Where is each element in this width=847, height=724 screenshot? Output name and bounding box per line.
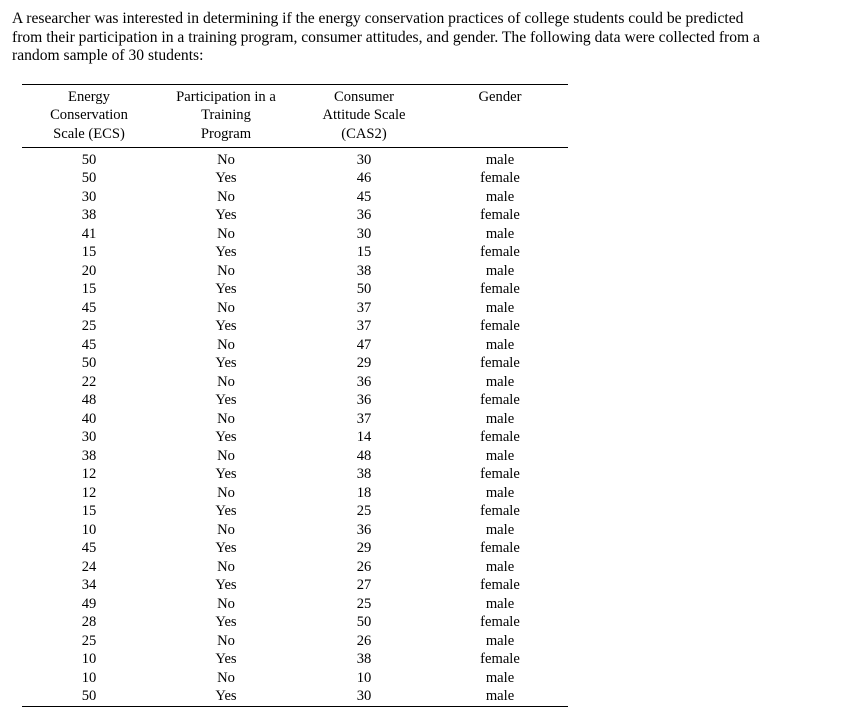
cell-cas2: 14 (356, 429, 372, 446)
cell-training: Yes (215, 651, 237, 668)
header-line: Gender (478, 89, 522, 105)
cell-cas2: 36 (356, 521, 372, 538)
table-row (22, 650, 568, 669)
cell-ecs: 10 (81, 669, 97, 686)
cell-training: Yes (215, 207, 237, 224)
cell-training: Yes (215, 577, 237, 594)
cell-gender: female (480, 244, 520, 261)
header-line: Training (201, 107, 251, 124)
cell-cas2: 37 (356, 318, 372, 335)
cell-training: Yes (215, 540, 237, 557)
cell-cas2: 25 (356, 595, 372, 612)
cell-cas2: 38 (356, 651, 372, 668)
intro-paragraph (12, 10, 837, 66)
header-cas2 (296, 85, 432, 148)
cell-cas2: 26 (356, 558, 372, 575)
cell-training: Yes (215, 318, 237, 335)
cell-gender: female (480, 355, 520, 372)
header-line: Conservation (50, 107, 128, 124)
cell-training: Yes (215, 429, 237, 446)
header-row (22, 85, 568, 148)
cell-training: No (217, 262, 235, 279)
table-row (22, 632, 568, 651)
cell-training: No (217, 447, 235, 464)
cell-cas2: 36 (356, 207, 372, 224)
cell-cas2: 29 (356, 540, 372, 557)
cell-gender: male (485, 669, 515, 686)
table-header (22, 85, 568, 148)
cell-gender: male (485, 632, 515, 649)
table-row (22, 539, 568, 558)
cell-ecs: 50 (81, 355, 97, 372)
cell-training: No (217, 188, 235, 205)
cell-training: No (217, 336, 235, 353)
table-row (22, 147, 568, 169)
intro-line: A researcher was interested in determining if the energy conservation practices of college students could be predicted (12, 10, 744, 27)
header-gender (432, 85, 568, 148)
cell-cas2: 30 (356, 225, 372, 242)
cell-ecs: 38 (81, 207, 97, 224)
cell-ecs: 25 (81, 632, 97, 649)
cell-ecs: 20 (81, 262, 97, 279)
table-row (22, 428, 568, 447)
cell-gender: male (485, 151, 515, 168)
cell-training: Yes (215, 503, 237, 520)
cell-training: Yes (215, 466, 237, 483)
cell-gender: male (485, 262, 515, 279)
table-row (22, 317, 568, 336)
cell-ecs: 15 (81, 281, 97, 298)
header-line: Program (200, 125, 252, 142)
cell-cas2: 47 (356, 336, 372, 353)
table-row (22, 502, 568, 521)
cell-ecs: 12 (81, 466, 97, 483)
cell-training: No (217, 225, 235, 242)
cell-gender: male (485, 558, 515, 575)
cell-ecs: 49 (81, 595, 97, 612)
cell-gender: female (480, 429, 520, 446)
cell-cas2: 48 (356, 447, 372, 464)
cell-gender: male (485, 521, 515, 538)
cell-ecs: 41 (81, 225, 97, 242)
cell-gender: male (485, 299, 515, 316)
cell-ecs: 40 (81, 410, 97, 427)
cell-training: No (217, 299, 235, 316)
cell-gender: female (480, 503, 520, 520)
header-line: Consumer (334, 89, 394, 105)
cell-ecs: 15 (81, 503, 97, 520)
cell-cas2: 38 (356, 466, 372, 483)
table-row (22, 336, 568, 355)
cell-training: No (217, 595, 235, 612)
cell-cas2: 50 (356, 614, 372, 631)
table-row (22, 521, 568, 540)
cell-cas2: 38 (356, 262, 372, 279)
cell-cas2: 50 (356, 281, 372, 298)
table-row (22, 354, 568, 373)
cell-training: Yes (215, 688, 237, 705)
cell-training: No (217, 521, 235, 538)
table-row (22, 262, 568, 281)
table-row (22, 410, 568, 429)
cell-training: Yes (215, 170, 237, 187)
cell-cas2: 30 (356, 688, 372, 705)
intro-line: random sample of 30 students: (12, 47, 204, 64)
cell-gender: male (485, 225, 515, 242)
cell-gender: male (485, 336, 515, 353)
cell-ecs: 10 (81, 651, 97, 668)
cell-training: No (217, 484, 235, 501)
cell-training: No (217, 632, 235, 649)
table-row (22, 484, 568, 503)
header-ecs (22, 85, 156, 148)
table-row (22, 225, 568, 244)
cell-gender: female (480, 281, 520, 298)
cell-gender: male (485, 447, 515, 464)
header-line: Energy (68, 89, 110, 105)
cell-ecs: 50 (81, 170, 97, 187)
cell-ecs: 45 (81, 336, 97, 353)
table-row (22, 465, 568, 484)
cell-ecs: 34 (81, 577, 97, 594)
cell-cas2: 10 (356, 669, 372, 686)
cell-training: Yes (215, 392, 237, 409)
cell-training: No (217, 410, 235, 427)
cell-ecs: 24 (81, 558, 97, 575)
table-row (22, 687, 568, 706)
table-row (22, 280, 568, 299)
header-line: Scale (ECS) (53, 125, 125, 142)
cell-ecs: 28 (81, 614, 97, 631)
data-table (22, 84, 568, 707)
table-row (22, 447, 568, 466)
data-table-container (22, 84, 568, 707)
header-line: Attitude Scale (322, 107, 406, 124)
cell-training: No (217, 558, 235, 575)
cell-training: Yes (215, 355, 237, 372)
cell-gender: female (480, 540, 520, 557)
cell-cas2: 36 (356, 373, 372, 390)
cell-gender: female (480, 614, 520, 631)
cell-cas2: 26 (356, 632, 372, 649)
table-row (22, 391, 568, 410)
table-row (22, 558, 568, 577)
cell-cas2: 46 (356, 170, 372, 187)
table-body (22, 147, 568, 706)
cell-ecs: 50 (81, 688, 97, 705)
cell-gender: female (480, 392, 520, 409)
table-row (22, 206, 568, 225)
intro-line: from their participation in a training program, consumer attitudes, and gender. The following data were collected from a (12, 28, 760, 46)
cell-cas2: 18 (356, 484, 372, 501)
table-row (22, 576, 568, 595)
cell-gender: female (480, 651, 520, 668)
cell-ecs: 50 (81, 151, 97, 168)
table-row (22, 299, 568, 318)
cell-gender: female (480, 466, 520, 483)
table-row (22, 188, 568, 207)
cell-gender: male (485, 595, 515, 612)
table-row (22, 595, 568, 614)
cell-gender: female (480, 207, 520, 224)
cell-gender: female (480, 170, 520, 187)
cell-cas2: 37 (356, 410, 372, 427)
cell-ecs: 10 (81, 521, 97, 538)
cell-gender: male (485, 373, 515, 390)
table-row (22, 613, 568, 632)
cell-cas2: 45 (356, 188, 372, 205)
cell-ecs: 25 (81, 318, 97, 335)
cell-cas2: 15 (356, 244, 372, 261)
table-row (22, 669, 568, 688)
cell-cas2: 30 (356, 151, 372, 168)
cell-gender: male (485, 484, 515, 501)
cell-gender: male (485, 688, 515, 705)
cell-cas2: 37 (356, 299, 372, 316)
cell-gender: female (480, 318, 520, 335)
cell-training: No (217, 669, 235, 686)
cell-ecs: 12 (81, 484, 97, 501)
cell-cas2: 29 (356, 355, 372, 372)
cell-training: Yes (215, 244, 237, 261)
cell-cas2: 25 (356, 503, 372, 520)
cell-ecs: 22 (81, 373, 97, 390)
cell-training: No (217, 373, 235, 390)
cell-training: Yes (215, 281, 237, 298)
cell-training: No (217, 151, 235, 168)
cell-ecs: 45 (81, 540, 97, 557)
cell-cas2: 27 (356, 577, 372, 594)
cell-gender: male (485, 410, 515, 427)
cell-ecs: 38 (81, 447, 97, 464)
cell-ecs: 30 (81, 429, 97, 446)
cell-ecs: 45 (81, 299, 97, 316)
table-row (22, 373, 568, 392)
cell-ecs: 48 (81, 392, 97, 409)
table-row (22, 169, 568, 188)
cell-training: Yes (215, 614, 237, 631)
header-line: (CAS2) (341, 125, 387, 142)
cell-ecs: 15 (81, 244, 97, 261)
table-row (22, 243, 568, 262)
cell-gender: female (480, 577, 520, 594)
cell-gender: male (485, 188, 515, 205)
cell-cas2: 36 (356, 392, 372, 409)
header-line: Participation in a (176, 89, 276, 105)
header-training-program (156, 85, 296, 148)
cell-ecs: 30 (81, 188, 97, 205)
